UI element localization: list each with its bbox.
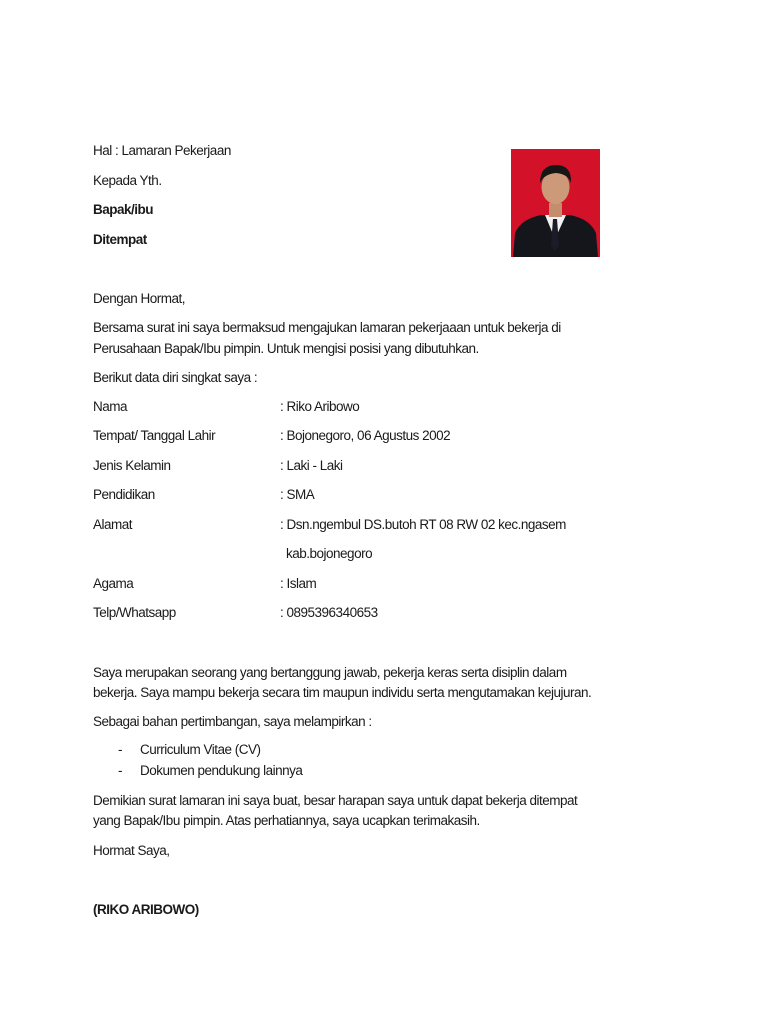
label-agama: Agama xyxy=(93,576,134,591)
label-pendidikan: Pendidikan xyxy=(93,487,155,502)
value-alamat: : Dsn.ngembul DS.butoh RT 08 RW 02 kec.ngasem xyxy=(280,517,566,532)
value-telp: : 0895396340653 xyxy=(280,605,378,620)
label-ttl: Tempat/ Tanggal Lahir xyxy=(93,428,216,443)
recipient-place: Ditempat xyxy=(93,232,147,247)
greeting: Dengan Hormat, xyxy=(93,291,186,306)
signature-name: (RIKO ARIBOWO) xyxy=(93,902,199,917)
list-bullet-dash: - xyxy=(118,763,123,778)
value-agama: : Islam xyxy=(280,576,317,591)
label-alamat: Alamat xyxy=(93,517,133,532)
label-nama: Nama xyxy=(93,399,128,414)
value-ttl: : Bojonegoro, 06 Agustus 2002 xyxy=(280,428,451,443)
value-jenis-kelamin: : Laki - Laki xyxy=(280,458,343,473)
applicant-photo xyxy=(511,149,600,257)
list-item: Curriculum Vitae (CV) xyxy=(140,742,261,757)
value-alamat-line-2: kab.bojonegoro xyxy=(286,546,373,561)
attach-intro: Sebagai bahan pertimbangan, saya melampirkan : xyxy=(93,714,372,729)
data-intro: Berikut data diri singkat saya : xyxy=(93,370,258,385)
signoff: Hormat Saya, xyxy=(93,843,170,858)
subject-line: Hal : Lamaran Pekerjaan xyxy=(93,143,231,158)
statement-line-1: Saya merupakan seorang yang bertanggung jawab, pekerja keras serta disiplin dalam xyxy=(93,665,567,680)
value-pendidikan: : SMA xyxy=(280,487,315,502)
value-nama: : Riko Aribowo xyxy=(280,399,360,414)
label-jenis-kelamin: Jenis Kelamin xyxy=(93,458,171,473)
statement-line-2: bekerja. Saya mampu bekerja secara tim maupun individu serta mengutamakan kejujuran. xyxy=(93,685,592,700)
recipient-name: Bapak/ibu xyxy=(93,202,154,217)
person-portrait-icon xyxy=(511,149,600,257)
recipient-to: Kepada Yth. xyxy=(93,173,162,188)
label-telp: Telp/Whatsapp xyxy=(93,605,176,620)
closing-line-1: Demikian surat lamaran ini saya buat, besar harapan saya untuk dapat bekerja ditempat xyxy=(93,793,578,808)
intro-line-2: Perusahaan Bapak/Ibu pimpin. Untuk mengisi posisi yang dibutuhkan. xyxy=(93,341,479,356)
closing-line-2: yang Bapak/Ibu pimpin. Atas perhatiannya, saya ucapkan terimakasih. xyxy=(93,813,480,828)
list-bullet-dash: - xyxy=(118,742,123,757)
list-item: Dokumen pendukung lainnya xyxy=(140,763,303,778)
intro-line-1: Bersama surat ini saya bermaksud mengajukan lamaran pekerjaaan untuk bekerja di xyxy=(93,320,561,335)
